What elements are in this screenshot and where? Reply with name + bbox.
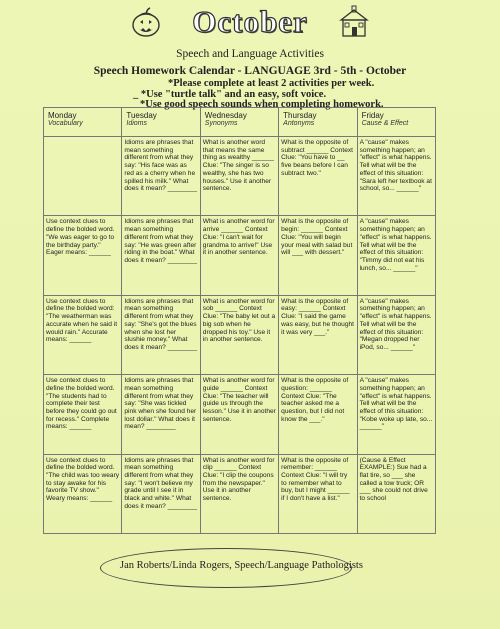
activity-cell: Idioms are phrases that mean something different from what they say: "She's got the blues when she lost her slushie money." What does it mean? ________: [122, 295, 200, 374]
week-row: [44, 454, 436, 533]
pumpkin-icon: [130, 6, 162, 38]
activity-cell: What is another word for sob ______ Context Clue: "The baby let out a big sob when he dropped his toy." Use it in another sentence.: [200, 295, 278, 374]
activity-cell: What is the opposite of begin: ______ Context Clue: "You will begin your meal with salad but will ___ with dessert.": [279, 216, 357, 295]
activity-cell: A "cause" makes something happen; an "effect" is what happens. Tell what will be the effect of this situation: "Timmy did not eat his lunch, so... ______": [357, 216, 435, 295]
week-row: [44, 137, 436, 216]
activity-cell: What is the opposite of question: ______ Context Clue: "The teacher asked me a question, but I did not know the ___.": [279, 375, 357, 454]
instruction-3: *Use good speech sounds when completing homework.: [140, 99, 384, 110]
page-title: October: [192, 4, 308, 39]
activity-cell: What is another word that means the same thing as wealthy ______ Clue: "The singer is so wealthy, she has two houses." Use it another sentence.: [200, 137, 278, 216]
day-header: Friday Cause & Effect: [357, 108, 435, 137]
activity-cell: Idioms are phrases that mean something different from what they say: "I won't believe my grade until I see it in black and white." What does it mean? ________: [122, 454, 200, 533]
activity-cell: A "cause" makes something happen; an "effect" is what happens. Tell what will be the effect of this situation: "Kobe woke up late, so... ______": [357, 375, 435, 454]
day-header: Thursday Antonyms: [279, 108, 357, 137]
activity-cell: What is another word for clip ______ Context Clue: "I clip the coupons from the newspaper." Use it in another sentence.: [200, 454, 278, 533]
day-header: Monday Vocabulary: [44, 108, 122, 137]
activity-cell: Idioms are phrases that mean something different from what they say: "His face was as red as a cherry when he spilled his milk." What does it mean? ________: [122, 137, 200, 216]
week-row: [44, 216, 436, 295]
activity-cell: Idioms are phrases that mean something different from what they say: "He was green after riding in the boat." What does it mean? ________: [122, 216, 200, 295]
activity-cell: (Cause & Effect EXAMPLE:) Sue had a flat tire, so ___ she called a tow truck; OR ___ she could not drive to school: [357, 454, 435, 533]
day-header: Wednesday Synonyms: [200, 108, 278, 137]
activity-cell: A "cause" makes something happen; an "effect" is what happens. Tell what will be the effect of this situation: "Sara left her textbook at school, so... ______": [357, 137, 435, 216]
day-header-row: [44, 108, 436, 137]
day-header: Tuesday Idioms: [122, 108, 200, 137]
activity-cell: What is the opposite of remember: ______ Context Clue: "I will try to remember what to buy, but I might ______ if I don't have a list.": [279, 454, 357, 533]
activity-cell: What is another word for guide ______ Context Clue: "The teacher will guide us through the lesson." Use it in another sentence.: [200, 375, 278, 454]
homework-calendar: [43, 107, 436, 534]
week-row: [44, 375, 436, 454]
activity-cell: What is the opposite of subtract ______ Context Clue: "You have to __ five beans before I can subtract two.": [279, 137, 357, 216]
subtitle: Speech and Language Activities: [176, 48, 324, 60]
schoolhouse-icon: [337, 5, 371, 39]
activity-cell: A "cause" makes something happen; an "effect" is what happens. Tell what will be the effect of this situation: "Megan dropped her iPod, so... ______": [357, 295, 435, 374]
activity-cell: What is another word for arrive ______ Context Clue: "I can't wait for grandma to arrive!" Use it in another sentence.: [200, 216, 278, 295]
activity-cell: What is the opposite of easy: ______ Context Clue: "I said the game was easy, but he thought it was very ___.": [279, 295, 357, 374]
calendar-title: Speech Homework Calendar - LANGUAGE 3rd - 5th - October: [93, 65, 407, 77]
activity-cell: [44, 137, 122, 216]
activity-cell: Idioms are phrases that mean something different from what they say: "She was tickled pink when she found her lost dollar." What does it mean? ________: [122, 375, 200, 454]
signature-line: Jan Roberts/Linda Rogers, Speech/Language Pathologists: [120, 560, 363, 571]
week-row: [44, 295, 436, 374]
instruction-2: _ *Use "turtle talk" and an easy, soft voice.: [133, 89, 327, 100]
instruction-1: *Please complete at least 2 activities per week.: [168, 78, 375, 89]
activity-cell: Use context clues to define the bolded word. "The child was too weary to stay awake for his favorite TV show." Weary means: ______: [44, 454, 122, 533]
activity-cell: Use context clues to define the bolded word. "The students had to complete their test before they could go out for recess." Complete means: ______: [44, 375, 122, 454]
activity-cell: Use context clues to define the bolded word. "We was eager to go to the birthday party." Eager means: ______: [44, 216, 122, 295]
activity-cell: Use context clues to define the bolded word: "The weatherman was accurate when he said it would rain." Accurate means: ______: [44, 295, 122, 374]
